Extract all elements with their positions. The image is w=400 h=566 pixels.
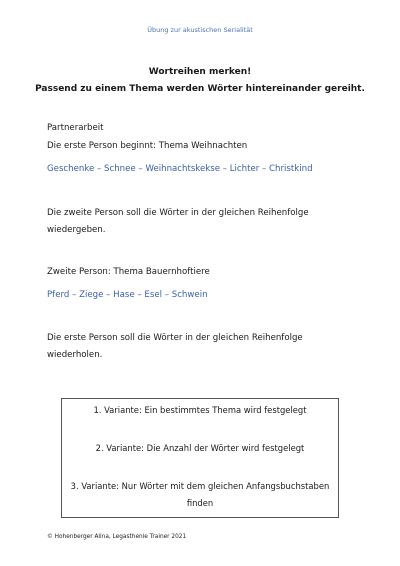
instruction-line: wiedergeben. — [47, 225, 106, 235]
first-person-intro: Die erste Person beginnt: Thema Weihnachten — [47, 141, 248, 151]
variant-3-line-1: 3. Variante: Nur Wörter mit dem gleichen Anfangsbuchstaben — [70, 481, 330, 491]
section-label: Partnerarbeit — [47, 123, 104, 133]
running-header: Übung zur akustischen Serialität — [147, 26, 253, 34]
instruction-line: Die zweite Person soll die Wörter in der gleichen Reihenfolge — [47, 208, 309, 218]
variant-2: 2. Variante: Die Anzahl der Wörter wird festgelegt — [95, 443, 305, 453]
word-series-christmas: Geschenke – Schnee – Weihnachtskekse – Lichter – Christkind — [47, 164, 313, 174]
word-series-farm-animals: Pferd – Ziege – Hase – Esel – Schwein — [47, 290, 208, 300]
page-title — [0, 64, 400, 98]
instruction-line: Die erste Person soll die Wörter in der gleichen Reihenfolge — [47, 333, 303, 343]
variant-3-line-2: finden — [186, 498, 214, 508]
title-line-1: Wortreihen merken! — [148, 67, 252, 77]
first-person-repeat-instruction — [47, 330, 367, 364]
second-person-instruction — [47, 205, 367, 239]
second-person-intro: Zweite Person: Thema Bauernhoftiere — [47, 267, 210, 277]
variant-1: 1. Variante: Ein bestimmtes Thema wird festgelegt — [93, 405, 307, 415]
variants-box — [61, 398, 339, 518]
title-line-2: Passend zu einem Thema werden Wörter hintereinander gereiht. — [35, 84, 365, 94]
instruction-line: wiederholen. — [47, 350, 103, 360]
copyright-footer: © Hohenberger Alina, Legasthenie Trainer 2021 — [47, 534, 187, 540]
variant-3 — [62, 478, 338, 512]
